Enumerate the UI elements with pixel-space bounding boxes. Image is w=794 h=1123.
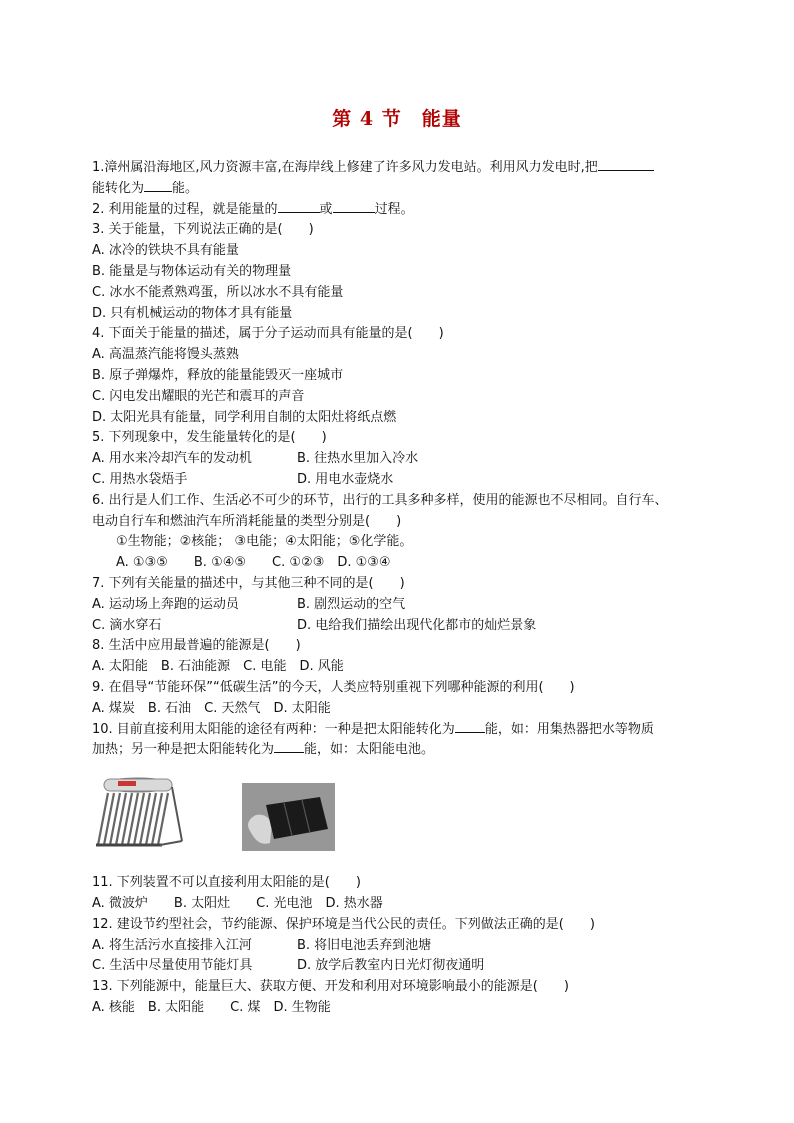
question-6-stem: 6. 出行是人们工作、生活必不可少的环节，出行的工具多种多样，使用的能源也不尽相同。自行车、	[92, 492, 668, 508]
figure-row	[92, 765, 702, 873]
answer-blank	[278, 200, 320, 213]
answer-blank	[333, 200, 375, 213]
question-9-options: A. 煤炭 B. 石油 C. 天然气 D. 太阳能	[92, 700, 331, 716]
question-10-text: 10. 目前直接利用太阳能的途径有两种：一种是把太阳能转化为	[92, 721, 455, 737]
question-3-stem: 3. 关于能量，下列说法正确的是( )	[92, 222, 314, 238]
question-8-stem: 8. 生活中应用最普遍的能源是( )	[92, 638, 301, 654]
question-6-stem-2: 电动自行车和燃油汽车所消耗能量的类型分别是( )	[92, 513, 402, 529]
answer-blank	[455, 720, 485, 733]
option-b: B. 将旧电池丢弃到池塘	[297, 937, 432, 953]
question-5-stem: 5. 下列现象中，发生能量转化的是( )	[92, 430, 327, 446]
question-11-stem: 11. 下列装置不可以直接利用太阳能的是( )	[92, 875, 361, 891]
question-10-text-2: 能，如：用集热器把水等物质	[484, 721, 654, 737]
option-a: A. 冰冷的铁块不具有能量	[92, 243, 239, 259]
option-a: A. 高温蒸汽能将馒头蒸熟	[92, 347, 239, 363]
option-b: B. 剧烈运动的空气	[297, 596, 406, 612]
option-b: B. 能量是与物体运动有关的物理量	[92, 263, 292, 279]
options-row	[92, 956, 702, 977]
question-7-stem: 7. 下列有关能量的描述中，与其他三种不同的是( )	[92, 575, 405, 591]
question-list	[92, 158, 702, 1019]
option-a: A. 运动场上奔跑的运动员	[92, 596, 239, 612]
page-title: 第 4 节 能量	[332, 108, 462, 130]
options-row	[92, 470, 702, 491]
option-a: A. 将生活污水直接排入江河	[92, 937, 252, 953]
question-6-options: A. ①③⑤ B. ①④⑤ C. ①②③ D. ①③④	[116, 555, 391, 571]
answer-blank	[144, 179, 172, 192]
solar-water-heater-image	[94, 775, 188, 853]
options-row	[92, 449, 702, 470]
options-row	[92, 595, 702, 616]
question-2	[92, 200, 702, 221]
question-10	[92, 720, 702, 741]
question-12-stem: 12. 建设节约型社会，节约能源、保护环境是当代公民的责任。下列做法正确的是( )	[92, 916, 595, 932]
question-2-text-2: 或	[319, 201, 333, 217]
question-1-text-2: 能转化为	[92, 180, 145, 196]
question-13-options: A. 核能 B. 太阳能 C. 煤 D. 生物能	[92, 999, 331, 1015]
question-1-text-3: 能。	[172, 180, 199, 196]
solar-cell-image	[242, 783, 335, 851]
option-c: C. 滴水穿石	[92, 617, 162, 633]
option-a: A. 用水来冷却汽车的发动机	[92, 451, 252, 467]
option-d: D. 只有机械运动的物体才具有能量	[92, 305, 293, 321]
question-4-stem: 4. 下面关于能量的描述，属于分子运动而具有能量的是( )	[92, 326, 444, 342]
option-b: B. 往热水里加入冷水	[297, 451, 419, 467]
question-6-items: ①生物能；②核能； ③电能；④太阳能；⑤化学能。	[116, 534, 413, 550]
question-13-stem: 13. 下列能源中，能量巨大、获取方便、开发和利用对环境影响最小的能源是( )	[92, 979, 569, 995]
question-10-text-4: 能，如：太阳能电池。	[304, 742, 435, 758]
question-1-cont	[92, 179, 702, 200]
option-d: D. 放学后教室内日光灯彻夜通明	[297, 958, 485, 974]
question-11-options: A. 微波炉 B. 太阳灶 C. 光电池 D. 热水器	[92, 895, 383, 911]
option-b: B. 原子弹爆炸，释放的能量能毁灭一座城市	[92, 367, 344, 383]
question-8-options: A. 太阳能 B. 石油能源 C. 电能 D. 风能	[92, 659, 344, 675]
question-1-text: 1.漳州属沿海地区,风力资源丰富,在海岸线上修建了许多风力发电站。利用风力发电时,把	[92, 160, 598, 175]
question-9-stem: 9. 在倡导“节能环保”“低碳生活”的今天，人类应特别重视下列哪种能源的利用( )	[92, 679, 575, 695]
option-c: C. 闪电发出耀眼的光芒和震耳的声音	[92, 388, 305, 404]
question-2-text: 2. 利用能量的过程，就是能量的	[92, 201, 278, 217]
option-c: C. 生活中尽量使用节能灯具	[92, 958, 253, 974]
question-10-text-3: 加热；另一种是把太阳能转化为	[92, 742, 275, 758]
options-row	[92, 936, 702, 957]
answer-blank	[598, 158, 654, 171]
options-row	[92, 616, 702, 637]
option-c: C. 用热水袋焐手	[92, 471, 188, 487]
question-10-cont	[92, 740, 702, 761]
option-d: D. 太阳光具有能量，同学利用自制的太阳灶将纸点燃	[92, 409, 397, 425]
question-1	[92, 158, 702, 179]
answer-blank	[274, 740, 304, 753]
option-c: C. 冰水不能煮熟鸡蛋，所以冰水不具有能量	[92, 284, 344, 300]
question-2-text-3: 过程。	[374, 201, 414, 217]
option-d: D. 电给我们描绘出现代化都市的灿烂景象	[297, 617, 537, 633]
option-d: D. 用电水壶烧水	[297, 471, 394, 487]
